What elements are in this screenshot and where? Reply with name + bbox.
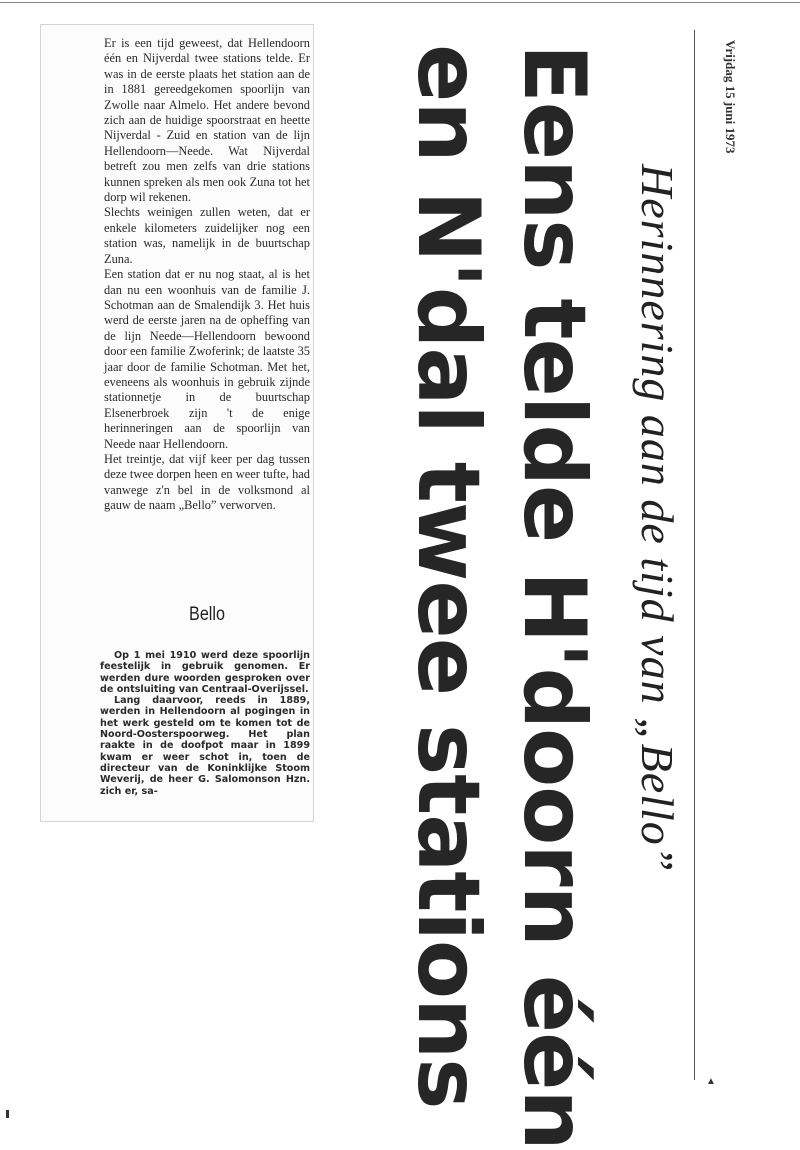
article-continuation	[100, 650, 310, 797]
body-paragraph-2: Slechts weinigen zullen weten, dat er enkele kilometers zuidelijker nog een station was, namelijk in de buurtschap Zuna.	[104, 205, 310, 266]
small-paragraph-1: Op 1 mei 1910 werd deze spoorlijn feestelijk in gebruik genomen. Er werden dure woorden gesproken over de ontsluiting van Centraal-Overijssel.	[100, 650, 310, 695]
headline-line-1: Eens telde H'doorn één	[504, 44, 604, 1150]
article-body	[104, 36, 310, 514]
scan-edge-line	[0, 2, 800, 3]
column-divider	[694, 30, 695, 1080]
scan-edge-mark	[6, 1110, 9, 1118]
body-paragraph-3: Een station dat er nu nog staat, al is het dan nu een woonhuis van de familie J. Schotman aan de Smalendijk 3. Het huis werd de eerste jaren na de opheffing van de lijn Neede—Hellendoorn bewoond door een familie Zwoferink; de laatste 35 jaar door de familie Schotman. Met het, eveneens als woonhuis in gebruik zijnde stationnetje in de buurtschap Elsenerbroek zijn 't de enige herinneringen aan de spoorlijn van Neede naar Hellendoorn.	[104, 267, 310, 451]
body-paragraph-4: Het treintje, dat vijf keer per dag tussen deze twee dorpen heen en weer tufte, had vanwege z'n bel in de volksmond al gauw de naam „Bello” verworven.	[104, 451, 310, 513]
publication-date: Vrijdag 15 juni 1973	[723, 40, 738, 154]
kicker-line: Herinnering aan de tijd van „Bello”	[632, 164, 683, 873]
scan-speck-icon: ▲	[706, 1076, 716, 1087]
body-paragraph-1: Er is een tijd geweest, dat Hellendoorn één en Nijverdal twee stations telde. Er was in de eerste plaats het station aan de in 1881 gereedgekomen spoorlijn van Zwolle naar Almelo. Het andere bevond zich aan de huidige spoorstraat en heette Nijverdal - Zuid en station van de lijn Hellendoorn—Neede. Wat Nijverdal betreft zou men zelfs van drie stations kunnen spreken als men ook Zuna tot het dorp wil rekenen.	[104, 36, 310, 205]
subheading: Bello	[189, 604, 225, 625]
headline-line-2: en N'dal twee stations	[398, 44, 498, 1109]
small-paragraph-2: Lang daarvoor, reeds in 1889, werden in Hellendoorn al pogingen in het werk gesteld om te komen tot de Noord-Oosterspoorweg. Het plan raakte in de doofpot maar in 1899 kwam er weer schot in, toen de directeur van de Koninklijke Stoom Weverij, de heer G. Salomonson Hzn. zich er, sa-	[100, 695, 310, 797]
